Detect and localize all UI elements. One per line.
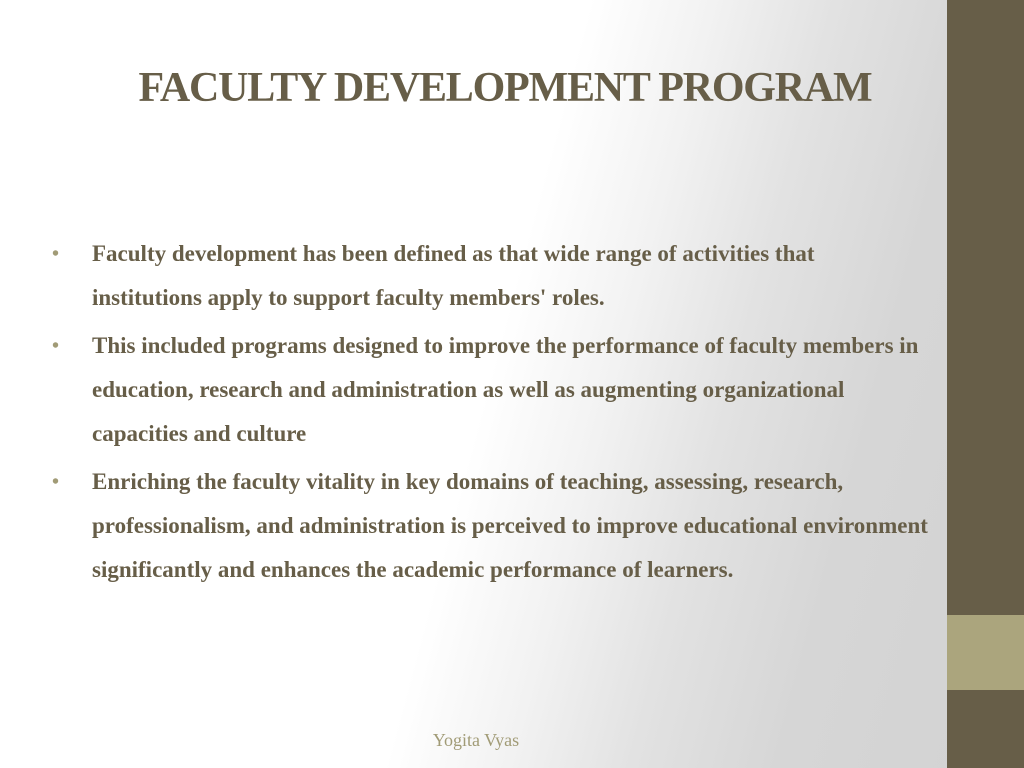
bullet-dot-icon: • xyxy=(52,243,60,265)
bullet-item xyxy=(50,232,930,320)
bullet-text: This included programs designed to improve the performance of faculty members in education, research and administration as well as augmenting organizational capacities and culture xyxy=(92,333,919,446)
bullet-list xyxy=(50,232,930,596)
bullet-dot-icon: • xyxy=(52,335,60,357)
bullet-text: Enriching the faculty vitality in key domains of teaching, assessing, research, professionalism, and administration is perceived to improve educational environment significantly and enhances the academic performance of learners. xyxy=(92,469,928,582)
slide-title: FACULTY DEVELOPMENT PROGRAM xyxy=(138,65,872,111)
bullet-dot-icon: • xyxy=(52,471,60,493)
bullet-text: Faculty development has been defined as that wide range of activities that institutions apply to support faculty members' roles. xyxy=(92,241,815,310)
footer-author: Yogita Vyas xyxy=(432,730,520,750)
bullet-item xyxy=(50,460,930,592)
bullet-item xyxy=(50,324,930,456)
right-accent-block xyxy=(947,615,1024,690)
